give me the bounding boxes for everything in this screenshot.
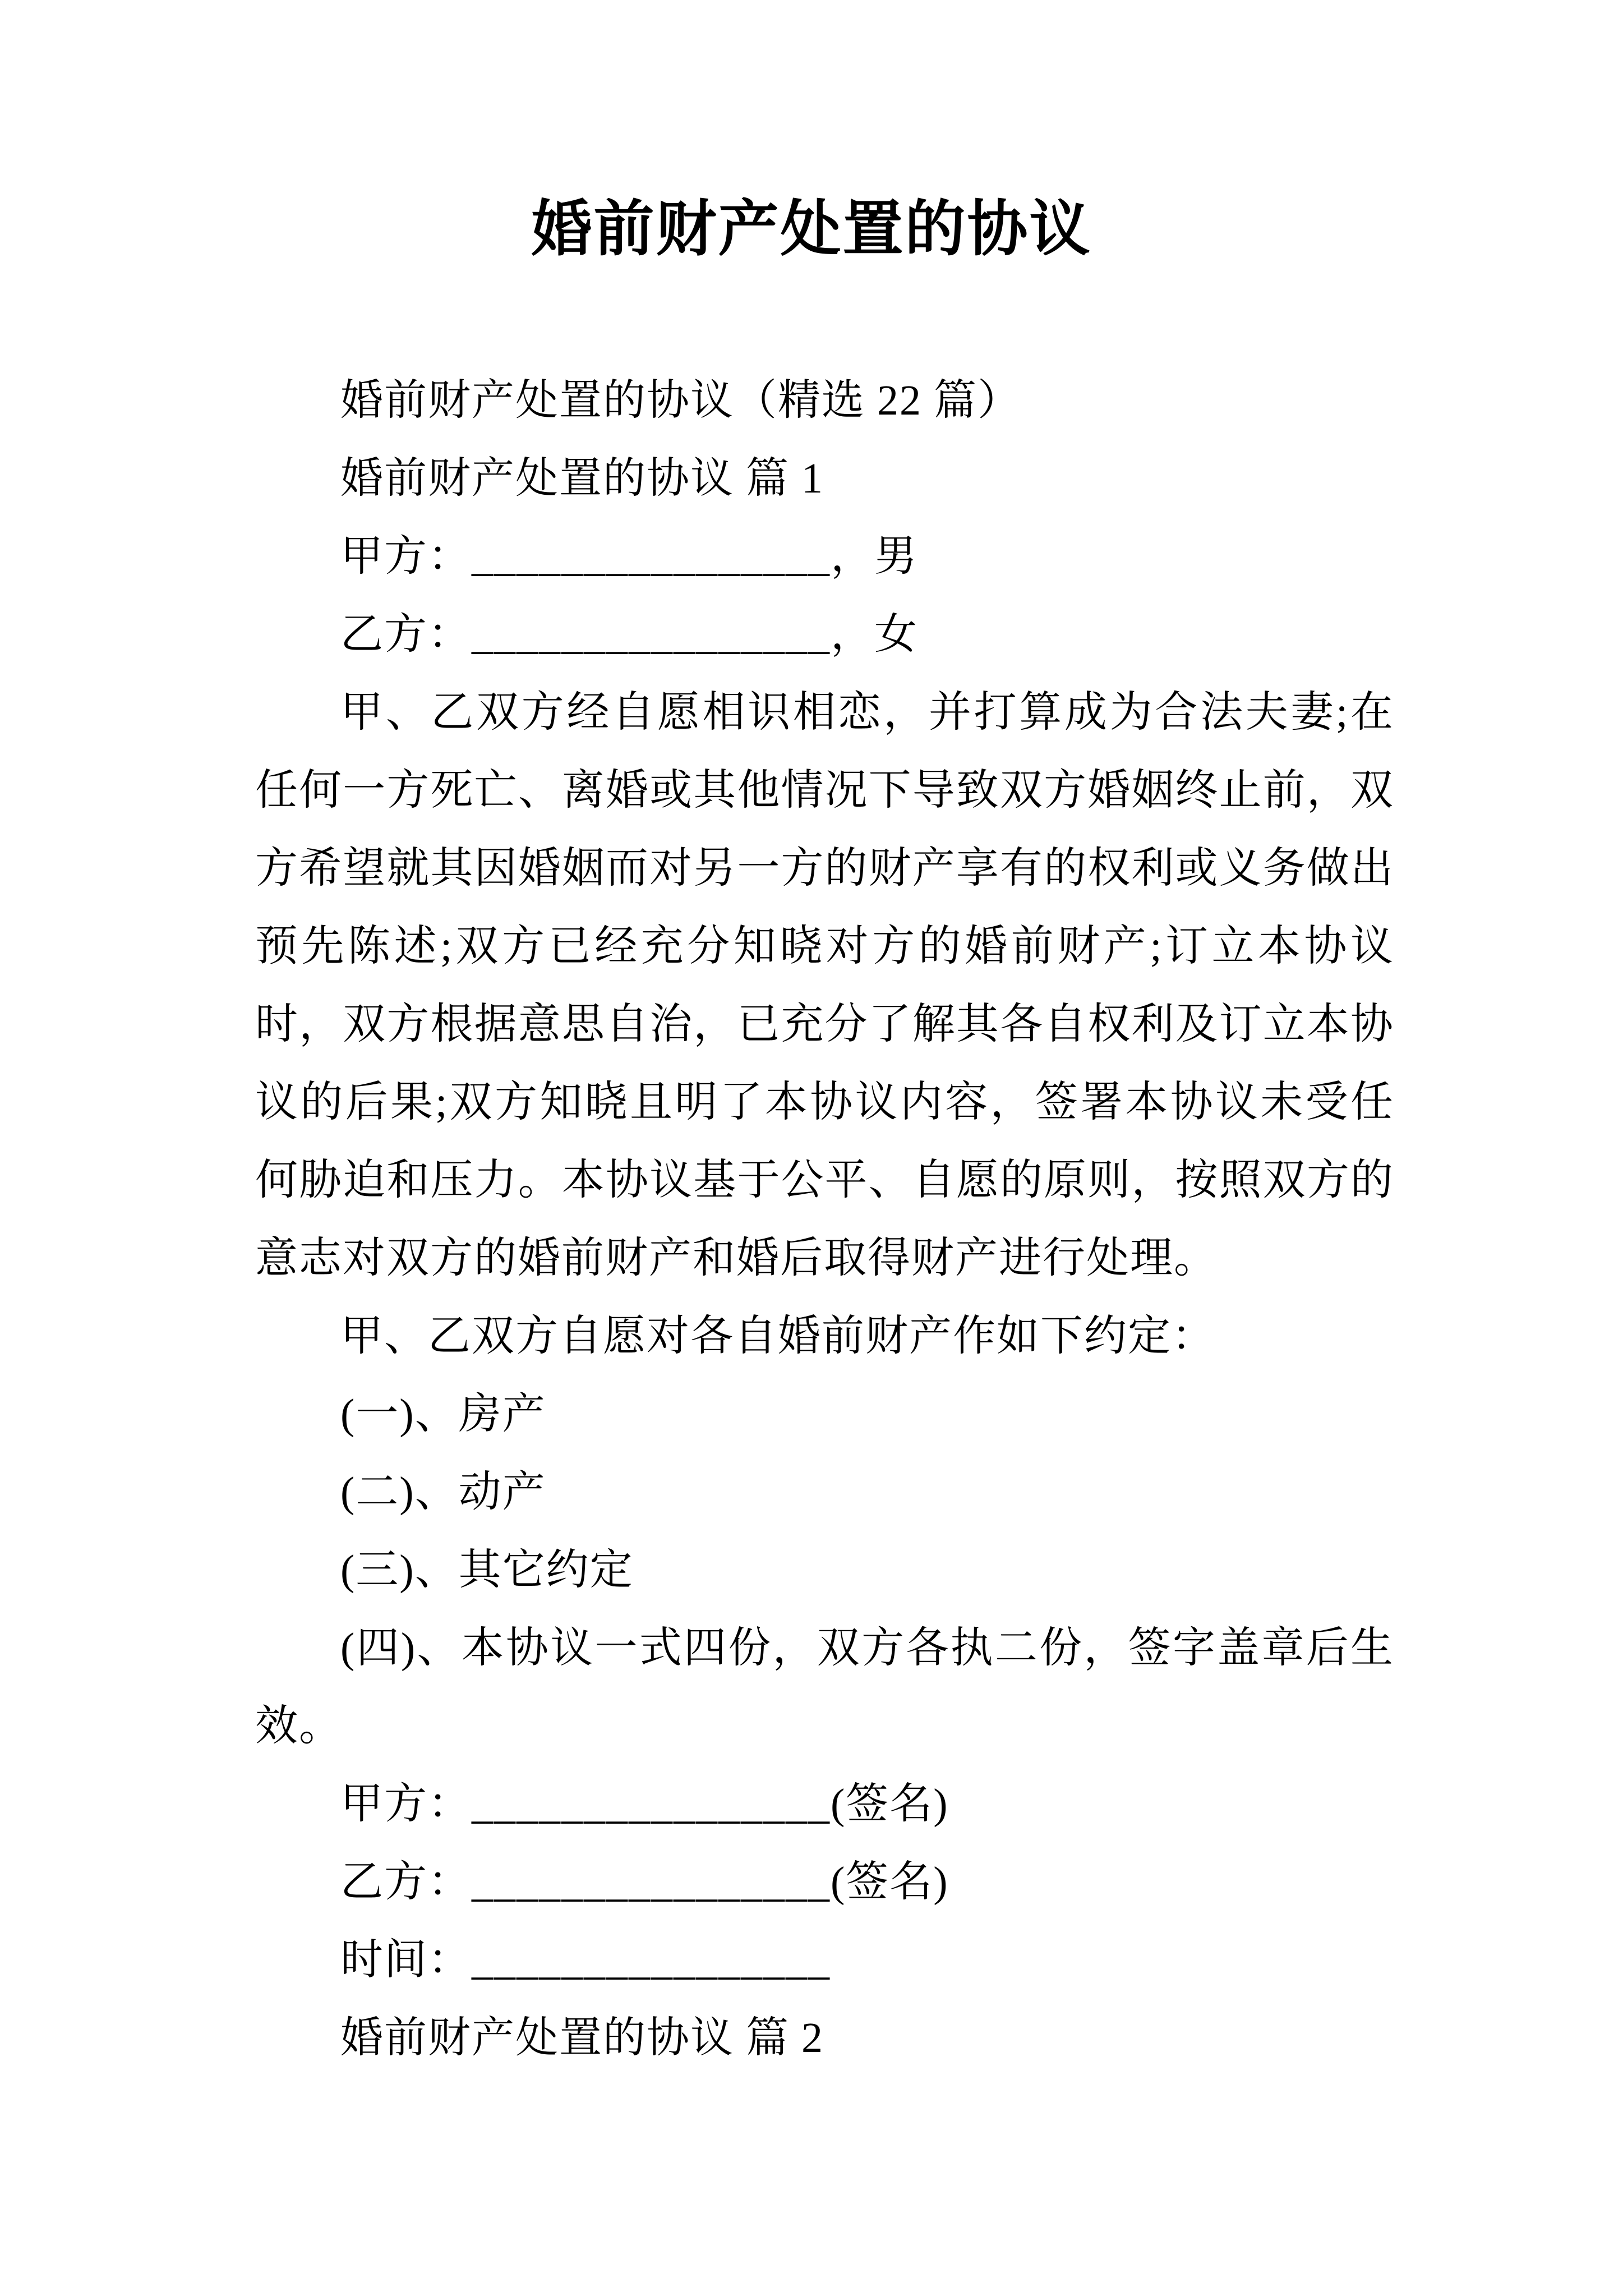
- section-2-heading: 婚前财产处置的协议 篇 2: [340, 2014, 824, 2062]
- party-a-name-line: 甲方：________________，男: [340, 533, 918, 580]
- date-line: 时间：________________: [340, 1936, 831, 1984]
- stipulation-intro: 甲、乙双方自愿对各自婚前财产作如下约定：: [340, 1313, 1215, 1360]
- collection-heading: 婚前财产处置的协议（精选 22 篇）: [340, 377, 1021, 424]
- party-b-name-line: 乙方：________________，女: [340, 611, 918, 658]
- party-a-signature-line: 甲方：________________(签名): [340, 1780, 949, 1828]
- document-body: [0, 362, 1623, 2077]
- document-title: 婚前财产处置的协议: [531, 196, 1092, 263]
- section-1-heading: 婚前财产处置的协议 篇 1: [340, 455, 824, 502]
- item-4-effectiveness: (四)、本协议一式四份，双方各执二份，签字盖章后生效。: [255, 1625, 1394, 1750]
- preamble: 甲、乙双方经自愿相识相恋，并打算成为合法夫妻;在任何一方死亡、离婚或其他情况下导致双方婚姻终止前，双方希望就其因婚姻而对另一方的财产享有的权利或义务做出预先陈述;双方已经充分知晓对方的婚前财产;订立本协议时，双方根据意思自治，已充分了解其各自权利及订立本协议的后果;双方知晓且明了本协议内容，签署本协议未受任何胁迫和压力。本协议基于公平、自愿的原则，按照双方的意志对双方的婚前财产和婚后取得财产进行处理。: [255, 689, 1394, 1282]
- party-b-signature-line: 乙方：________________(签名): [340, 1858, 949, 1906]
- item-1-real-estate: (一)、房产: [340, 1391, 546, 1438]
- item-3-other-agreements: (三)、其它约定: [340, 1547, 634, 1594]
- item-2-movable-property: (二)、动产: [340, 1469, 546, 1516]
